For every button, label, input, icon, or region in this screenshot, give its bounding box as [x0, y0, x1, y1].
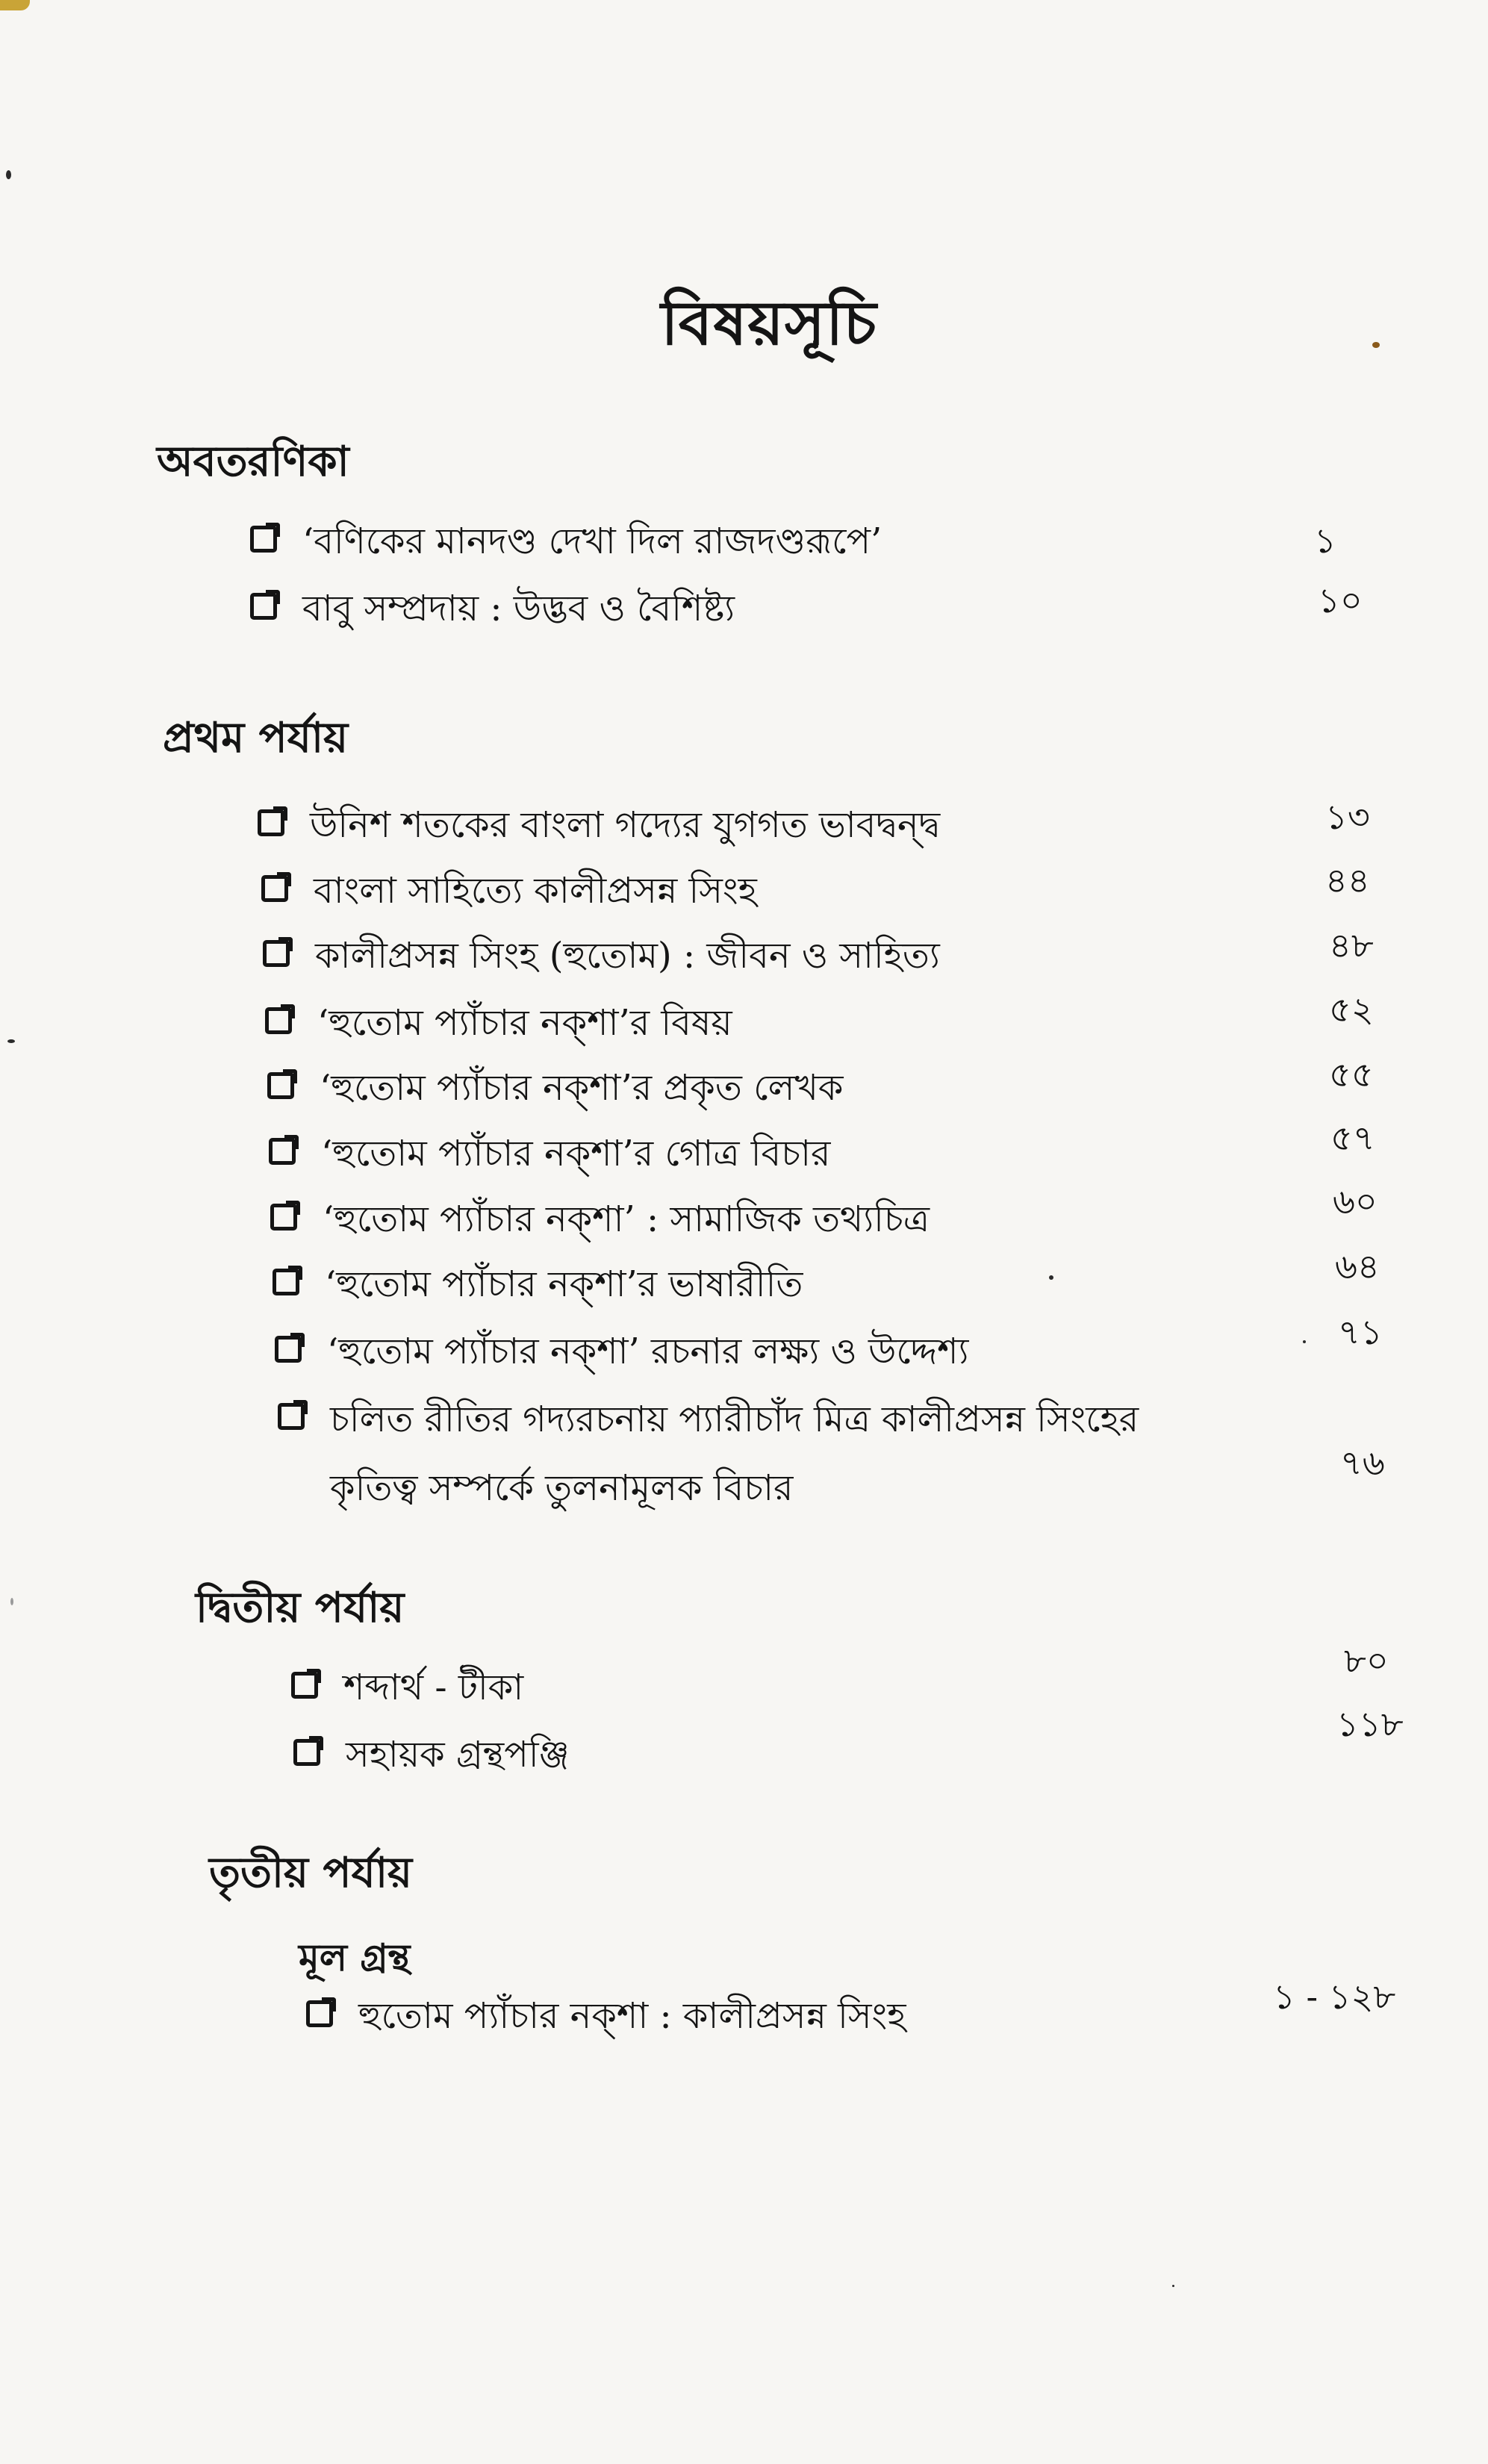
scan-speck [6, 170, 11, 179]
page-title: বিষয়সূচি [661, 287, 877, 359]
toc-entry-title: হুতোম প্যাঁচার নক্‌শা : কালীপ্রসন্ন সিংহ [358, 1995, 906, 2037]
toc-entry-title: ‘বণিকের মানদণ্ড দেখা দিল রাজদণ্ডরূপে’ [302, 520, 882, 562]
toc-entry[interactable] [306, 1982, 906, 2050]
toc-entry-page: ১ - ১২৮ [1273, 1976, 1396, 2017]
toc-entry[interactable] [250, 575, 735, 642]
toc-entry[interactable] [258, 791, 940, 859]
toc-entry-page: ৫৭ [1330, 1118, 1375, 1158]
toc-entry-title: বাবু সম্প্রদায় : উদ্ভব ও বৈশিষ্ট্য [302, 588, 735, 629]
toc-entry-page: ১০ [1318, 580, 1363, 620]
checkbox-icon [275, 1336, 302, 1363]
scan-speck [1172, 2285, 1174, 2287]
checkbox-icon [291, 1672, 318, 1699]
checkbox-icon [261, 875, 288, 902]
section-heading-third: তৃতীয় পর্যায় [209, 1848, 413, 1897]
page-corner-mark [0, 0, 30, 10]
toc-entry-title: ‘হুতোম প্যাঁচার নক্‌শা’ : সামাজিক তথ্যচিত্র [323, 1198, 930, 1240]
checkbox-icon [263, 940, 290, 967]
checkbox-icon [265, 1007, 292, 1034]
scan-speck [1303, 1340, 1306, 1343]
toc-entry[interactable] [291, 1654, 523, 1721]
toc-entry[interactable] [265, 989, 732, 1057]
toc-entry-page: ১৩ [1325, 797, 1370, 837]
section-heading-first: প্রথম পর্যায় [163, 713, 349, 762]
checkbox-icon [269, 1138, 296, 1165]
toc-entry-page: ১ [1314, 520, 1336, 561]
toc-entry-title: চলিত রীতির গদ্যরচনায় প্যারীচাঁদ মিত্র কালীপ্রসন্ন সিংহের কৃতিত্ব সম্পর্কে তুলনামূলক বিচার [330, 1399, 1139, 1509]
section-subheading-original-text: মূল গ্রন্থ [299, 1935, 411, 1979]
toc-entry[interactable] [250, 508, 882, 575]
toc-entry[interactable] [293, 1721, 570, 1788]
scan-speck [7, 1039, 15, 1043]
toc-entry[interactable] [263, 922, 940, 989]
checkbox-icon [273, 1269, 299, 1295]
toc-entry[interactable] [267, 1054, 843, 1121]
section-heading-intro: অবতরণিকা [157, 437, 349, 486]
scan-speck [1049, 1275, 1053, 1280]
toc-entry-page: ৭৬ [1340, 1443, 1385, 1483]
toc-entry[interactable] [270, 1186, 930, 1253]
toc-entry-title: ‘হুতোম প্যাঁচার নক্‌শা’র বিষয় [317, 1002, 732, 1044]
toc-entry-page: ৪৮ [1329, 925, 1374, 965]
toc-entry-title: উনিশ শতকের বাংলা গদ্যের যুগগত ভাবদ্বন্দ্ব [310, 804, 941, 846]
section-heading-second: দ্বিতীয় পর্যায় [196, 1583, 405, 1632]
toc-entry-page: ৭১ [1338, 1312, 1383, 1352]
toc-entry-page: ৪৪ [1325, 860, 1370, 900]
toc-entry-page: ৬৪ [1335, 1246, 1380, 1287]
checkbox-icon [293, 1739, 320, 1766]
toc-entry-title: ‘হুতোম প্যাঁচার নক্‌শা’র ভাষারীতি [325, 1263, 803, 1305]
toc-entry[interactable] [273, 1251, 803, 1318]
toc-entry-title: ‘হুতোম প্যাঁচার নক্‌শা’র প্রকৃত লেখক [320, 1067, 844, 1109]
checkbox-icon [278, 1403, 305, 1430]
toc-entry-page: ৬০ [1333, 1181, 1378, 1222]
toc-entry[interactable] [275, 1318, 968, 1385]
toc-entry[interactable] [261, 857, 757, 924]
toc-entry-title: সহায়ক গ্রন্থপঞ্জি [346, 1734, 570, 1776]
toc-entry-page: ৫৫ [1329, 1054, 1374, 1095]
toc-entry[interactable] [269, 1120, 830, 1187]
toc-entry-title: ‘হুতোম প্যাঁচার নক্‌শা’র গোত্র বিচার [321, 1133, 831, 1175]
checkbox-icon [250, 593, 277, 620]
checkbox-icon [270, 1204, 297, 1231]
scan-speck [10, 1598, 13, 1605]
toc-entry-title: ‘হুতোম প্যাঁচার নক্‌শা’ রচনার লক্ষ্য ও উদ্দেশ্য [327, 1331, 969, 1372]
toc-entry[interactable] [278, 1385, 1211, 1522]
scan-speck [1372, 342, 1380, 348]
toc-entry-page: ১১৮ [1336, 1704, 1404, 1744]
toc-entry-page: ৫২ [1329, 989, 1374, 1030]
checkbox-icon [267, 1072, 294, 1099]
toc-entry-page: ৮০ [1344, 1640, 1389, 1681]
toc-entry-title: বাংলা সাহিত্যে কালীপ্রসন্ন সিংহ [314, 870, 757, 912]
toc-entry-title: কালীপ্রসন্ন সিংহ (হুতোম) : জীবন ও সাহিত্য [315, 935, 940, 977]
toc-entry-title: শব্দার্থ - টীকা [343, 1667, 524, 1708]
checkbox-icon [250, 526, 277, 553]
checkbox-icon [306, 2000, 333, 2027]
checkbox-icon [258, 809, 284, 836]
